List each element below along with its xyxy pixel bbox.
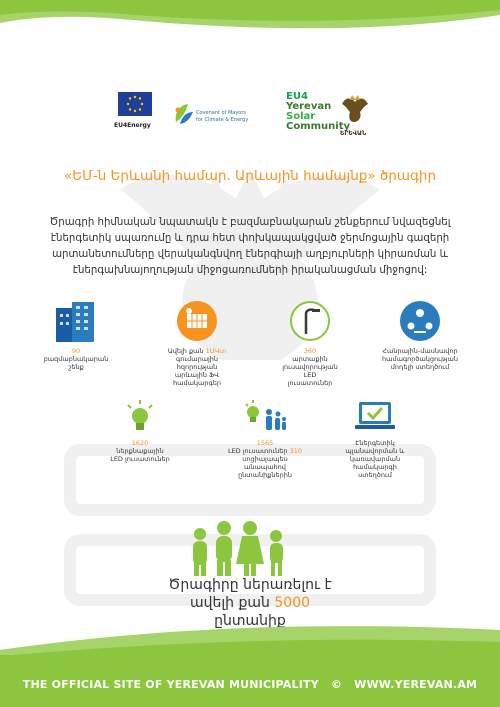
feature-indoor-led-number: 1620 (131, 439, 149, 447)
solar-line3: Solar (286, 111, 316, 122)
families-line2-prefix: ավելի քան (189, 595, 275, 611)
feature-street-led-label: արտաքին լուսավորության LED լուսատուներ (282, 355, 338, 387)
solar-line2: Yerevan (286, 101, 332, 112)
feature-solar-prefix: Ավելի քան (167, 347, 206, 355)
intro-paragraph: Ծրագրի հիմնական նպատակն է բազմաբնակարան շենքերում նվազեցնել էներգետիկ սպառումը և դրա հետ փոխկապակցված ջերմոցային գազերի արտանետումները վերականգնվող էներգիայի աղբյուրների կիրառման և էներգախնայողության միջոցառումների իրականացման միջոցով: (49, 217, 451, 276)
footer (0, 678, 500, 691)
buildings-icon (54, 300, 98, 342)
feature-energy-planning-label: Էներգետիկ պլանավորման և կառավարման համակարգի ստեղծում (345, 439, 405, 479)
top-wave-decoration (0, 5, 500, 33)
footer-url-link[interactable]: WWW.YEREVAN.AM (354, 678, 478, 691)
feature-buildings (26, 300, 126, 371)
partnership-icon (398, 300, 442, 342)
feature-buildings-number: 90 (71, 347, 81, 355)
covenant-line2: for Climate & Energy (196, 117, 249, 123)
covenant-line1: Covenant of Mayors (196, 110, 247, 116)
feature-solar (147, 300, 247, 387)
feature-solar-label: գումարային հզորության արևային ՖՎ համակարգեր (173, 355, 221, 387)
street-lamp-icon (288, 300, 332, 342)
covenant-text (196, 110, 248, 124)
families-number: 5000 (274, 595, 311, 611)
family-icon (178, 520, 298, 576)
feature-street-led-number: 360 (303, 347, 317, 355)
feature-street-led (260, 300, 360, 387)
feature-family-led-number: 1565 (256, 439, 274, 447)
covenant-of-mayors-logo (172, 102, 194, 126)
feature-energy-planning (325, 400, 425, 479)
feature-family-led-number2: 310 (289, 447, 303, 455)
families-line1: Ծրագիրը ներառելու է (168, 577, 332, 593)
yerevan-2800-logo (338, 94, 372, 130)
solar-panel-icon (175, 300, 219, 342)
laptop-check-icon (355, 400, 395, 434)
yerevan-caption: ԵՐԵՎԱՆ (340, 130, 367, 137)
page-title: «ԵՄ-ն Երևանի համար. Արևային համայնք» ծրագիր (64, 168, 436, 184)
bulb-icon (125, 400, 155, 434)
eu4energy-caption: EU4Energy (114, 122, 151, 129)
feature-indoor-led-label: ներքնաքային LED լուսատուներ (110, 447, 170, 463)
bulb-family-icon (243, 400, 287, 434)
eu-flag-logo (118, 92, 152, 116)
feature-family-led-prefix: LED լուսատուներ (227, 447, 290, 455)
feature-indoor-led (90, 400, 190, 463)
feature-family-led-label: սոցիալապես անապահով ընտանիքներին (238, 455, 292, 479)
feature-ppp-label: Հանրային-մասնավոր համագործակցության մոդելի ստեղծում (382, 347, 458, 371)
copyright-icon: © (330, 678, 343, 691)
solar-line1: EU4 (286, 91, 308, 102)
solar-line4: Community (286, 121, 351, 132)
families-line3: ընտանիք (214, 613, 286, 629)
bottom-wave-decoration (0, 620, 500, 660)
feature-ppp (370, 300, 470, 371)
partner-logos (0, 92, 500, 142)
feature-solar-number: 1ՄՎտ (205, 347, 227, 355)
feature-buildings-label: բազմաբնակարան շենք (43, 355, 109, 371)
footer-site-text: THE OFFICIAL SITE OF YEREVAN MUNICIPALITY (22, 678, 319, 691)
feature-family-led (215, 400, 315, 479)
